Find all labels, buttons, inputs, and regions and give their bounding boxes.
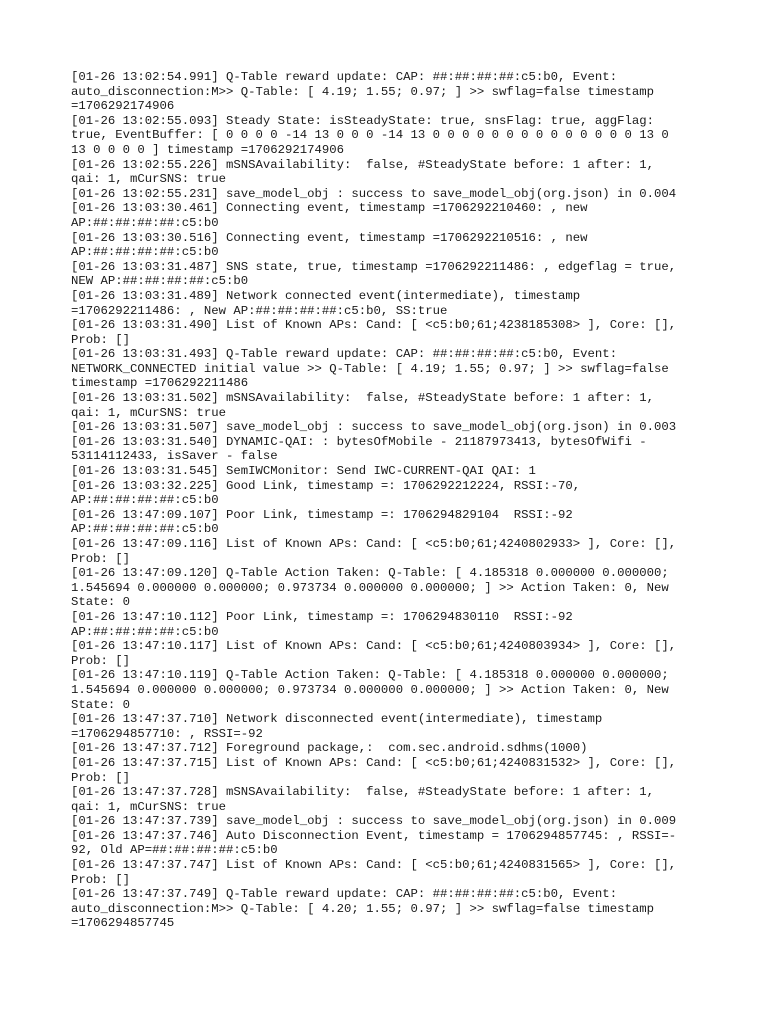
log-line: [01-26 13:03:30.461] Connecting event, timestamp =1706292210460: , new xyxy=(71,201,588,216)
log-line: =1706292211486: , New AP:##:##:##:##:c5:b0, SS:true xyxy=(71,303,448,318)
log-line: [01-26 13:03:31.545] SemIWCMonitor: Send IWC-CURRENT-QAI QAI: 1 xyxy=(71,464,536,479)
log-line: [01-26 13:02:55.093] Steady State: isSteadyState: true, snsFlag: true, aggFlag: xyxy=(71,113,654,128)
log-line: [01-26 13:03:30.516] Connecting event, timestamp =1706292210516: , new xyxy=(71,230,588,245)
log-line: =1706294857745 xyxy=(71,916,175,931)
log-line: AP:##:##:##:##:c5:b0 xyxy=(71,624,219,639)
log-line: [01-26 13:03:31.487] SNS state, true, timestamp =1706292211486: , edgeflag = true, xyxy=(71,259,677,274)
log-line: AP:##:##:##:##:c5:b0 xyxy=(71,522,219,537)
log-line: [01-26 13:47:37.749] Q-Table reward update: CAP: ##:##:##:##:c5:b0, Event: xyxy=(71,887,618,902)
log-line: 13 0 0 0 0 ] timestamp =1706292174906 xyxy=(71,142,345,157)
log-line: timestamp =1706292211486 xyxy=(71,376,249,391)
log-line: qai: 1, mCurSNS: true xyxy=(71,405,226,420)
log-line: [01-26 13:03:31.489] Network connected event(intermediate), timestamp xyxy=(71,288,581,303)
log-line: [01-26 13:03:32.225] Good Link, timestamp =: 1706292212224, RSSI:-70, xyxy=(71,478,581,493)
log-line: [01-26 13:02:55.231] save_model_obj : success to save_model_obj(org.json) in 0.004 xyxy=(71,186,677,201)
log-line: [01-26 13:02:55.226] mSNSAvailability: false, #SteadyState before: 1 after: 1, xyxy=(71,157,654,172)
log-line: [01-26 13:03:31.507] save_model_obj : success to save_model_obj(org.json) in 0.003 xyxy=(71,420,677,435)
log-line: Prob: [] xyxy=(71,551,131,566)
log-line: [01-26 13:03:31.493] Q-Table reward update: CAP: ##:##:##:##:c5:b0, Event: xyxy=(71,347,618,362)
log-line: AP:##:##:##:##:c5:b0 xyxy=(71,245,219,260)
log-line: auto_disconnection:M>> Q-Table: [ 4.19; 1.55; 0.97; ] >> swflag=false timestamp xyxy=(71,84,654,99)
log-text-block xyxy=(71,70,711,931)
log-line: qai: 1, mCurSNS: true xyxy=(71,172,226,187)
log-line: 1.545694 0.000000 0.000000; 0.973734 0.000000 0.000000; ] >> Action Taken: 0, New xyxy=(71,580,669,595)
log-line: [01-26 13:03:31.540] DYNAMIC-QAI: : bytesOfMobile - 21187973413, bytesOfWifi - xyxy=(71,434,647,449)
log-line: [01-26 13:47:10.117] List of Known APs: Cand: [ <c5:b0;61;4240803934> ], Core: [], xyxy=(71,639,677,654)
log-line: [01-26 13:47:37.739] save_model_obj : success to save_model_obj(org.json) in 0.009 xyxy=(71,814,677,829)
log-line: [01-26 13:47:09.120] Q-Table Action Taken: Q-Table: [ 4.185318 0.000000 0.000000; xyxy=(71,566,669,581)
log-line: qai: 1, mCurSNS: true xyxy=(71,799,226,814)
log-line: [01-26 13:47:37.712] Foreground package,: com.sec.android.sdhms(1000) xyxy=(71,741,588,756)
log-line: Prob: [] xyxy=(71,332,131,347)
log-line: [01-26 13:47:09.107] Poor Link, timestamp =: 1706294829104 RSSI:-92 xyxy=(71,507,573,522)
log-line: 53114112433, isSaver - false xyxy=(71,449,278,464)
log-line: =1706292174906 xyxy=(71,99,175,114)
log-line: [01-26 13:03:31.490] List of Known APs: Cand: [ <c5:b0;61;4238185308> ], Core: [], xyxy=(71,318,677,333)
log-line: =1706294857710: , RSSI=-92 xyxy=(71,726,263,741)
log-line: [01-26 13:47:37.746] Auto Disconnection Event, timestamp = 1706294857745: , RSSI=- xyxy=(71,828,677,843)
log-line: Prob: [] xyxy=(71,653,131,668)
log-line: AP:##:##:##:##:c5:b0 xyxy=(71,493,219,508)
log-line: auto_disconnection:M>> Q-Table: [ 4.20; 1.55; 0.97; ] >> swflag=false timestamp xyxy=(71,901,654,916)
log-line: State: 0 xyxy=(71,595,131,610)
log-line: [01-26 13:47:37.710] Network disconnected event(intermediate), timestamp xyxy=(71,712,603,727)
log-line: Prob: [] xyxy=(71,770,131,785)
log-line: [01-26 13:47:37.728] mSNSAvailability: false, #SteadyState before: 1 after: 1, xyxy=(71,785,654,800)
log-line: [01-26 13:47:37.747] List of Known APs: Cand: [ <c5:b0;61;4240831565> ], Core: [], xyxy=(71,858,677,873)
log-line: 1.545694 0.000000 0.000000; 0.973734 0.000000 0.000000; ] >> Action Taken: 0, New xyxy=(71,682,669,697)
log-line: [01-26 13:47:10.112] Poor Link, timestamp =: 1706294830110 RSSI:-92 xyxy=(71,609,573,624)
log-line: AP:##:##:##:##:c5:b0 xyxy=(71,215,219,230)
log-line: [01-26 13:47:09.116] List of Known APs: Cand: [ <c5:b0;61;4240802933> ], Core: [], xyxy=(71,537,677,551)
log-line: [01-26 13:47:10.119] Q-Table Action Taken: Q-Table: [ 4.185318 0.000000 0.000000; xyxy=(71,668,669,683)
log-line: [01-26 13:47:37.715] List of Known APs: Cand: [ <c5:b0;61;4240831532> ], Core: [], xyxy=(71,755,677,770)
log-line: Prob: [] xyxy=(71,872,131,887)
log-line: NETWORK_CONNECTED initial value >> Q-Table: [ 4.19; 1.55; 0.97; ] >> swflag=false xyxy=(71,361,669,376)
log-line: 92, Old AP=##:##:##:##:c5:b0 xyxy=(71,843,278,858)
log-line: [01-26 13:02:54.991] Q-Table reward update: CAP: ##:##:##:##:c5:b0, Event: xyxy=(71,70,618,84)
log-line: true, EventBuffer: [ 0 0 0 0 -14 13 0 0 0 -14 13 0 0 0 0 0 0 0 0 0 0 0 0 0 0 13 0 xyxy=(71,128,669,143)
log-line: [01-26 13:03:31.502] mSNSAvailability: false, #SteadyState before: 1 after: 1, xyxy=(71,391,654,406)
log-line: NEW AP:##:##:##:##:c5:b0 xyxy=(71,274,249,289)
log-line: State: 0 xyxy=(71,697,131,712)
